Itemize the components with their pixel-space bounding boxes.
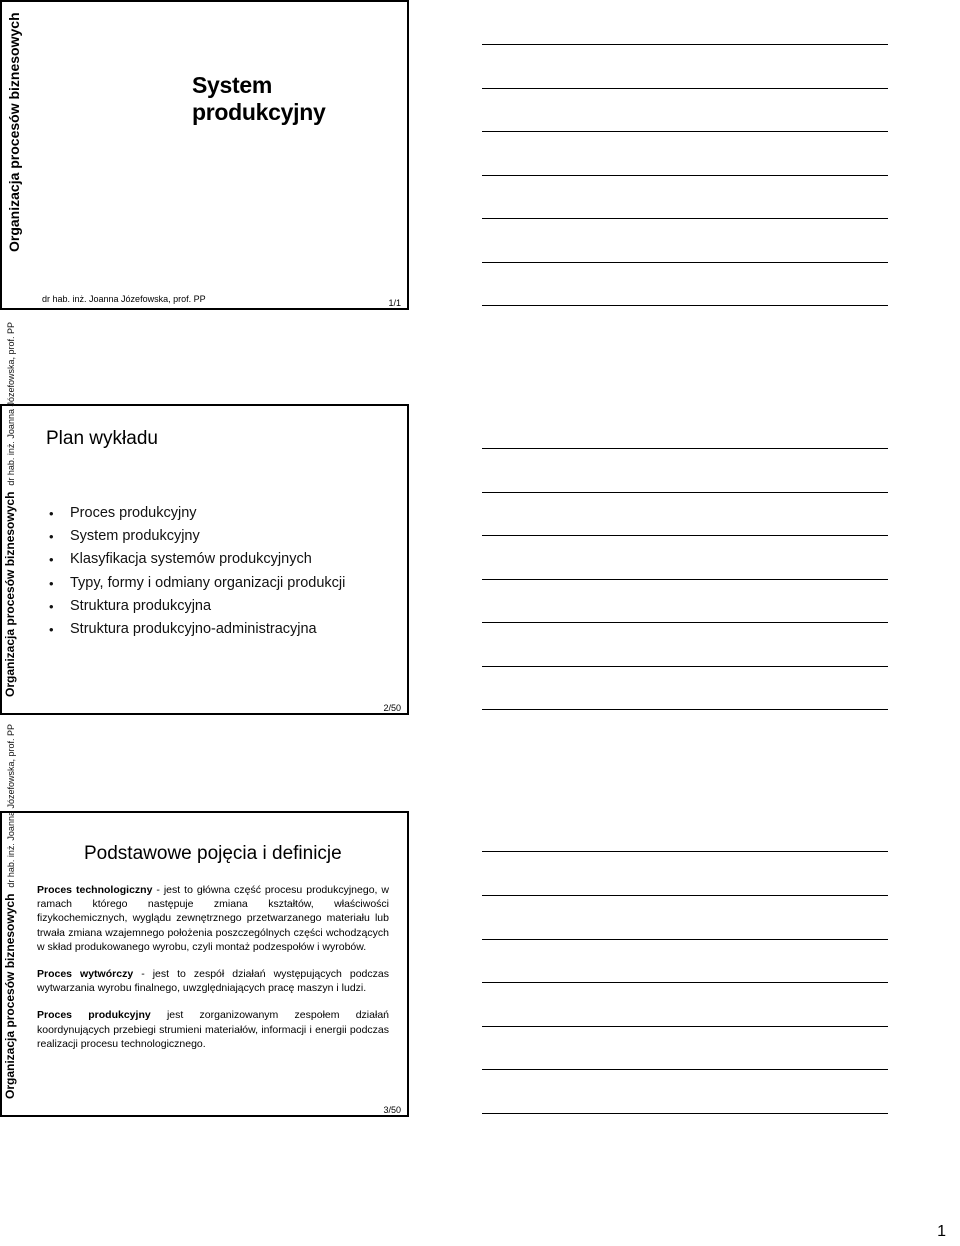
course-title-vertical: Organizacja procesów biznesowych (3, 491, 17, 697)
note-line (482, 448, 888, 449)
note-line (482, 492, 888, 493)
note-line (482, 262, 888, 263)
slide-1-title: System produkcyjny (192, 72, 326, 125)
course-title-vertical: Organizacja procesów biznesowych (3, 893, 17, 1099)
course-title-vertical: Organizacja procesów biznesowych (6, 12, 22, 252)
note-line (482, 851, 888, 852)
definition-term: Proces technologiczny (37, 884, 153, 896)
definition-term: Proces wytwórczy (37, 968, 134, 981)
list-item: • Struktura produkcyjno-administracyjna (46, 618, 345, 641)
note-line (482, 982, 888, 983)
note-line (482, 175, 888, 176)
note-line (482, 305, 888, 306)
definition-text: jest zorganizowanym zespołem działań koordynujących przebiegi strumieni materiałów, informacji i energii podczas realizacji procesu technologicznego. (37, 1009, 389, 1050)
slide-2-page-number: 2/50 (383, 703, 401, 713)
note-line (482, 666, 888, 667)
slide-3-side-label (3, 724, 19, 1113)
note-line (482, 939, 888, 940)
definitions-body (37, 883, 389, 1064)
note-line (482, 1069, 888, 1070)
note-line (482, 1026, 888, 1027)
slide-2-side-label (3, 322, 19, 711)
lecture-plan-list (46, 502, 345, 641)
note-line (482, 1113, 888, 1114)
slide-2-title: Plan wykładu (46, 428, 158, 449)
definition-text: - jest to zespół działań występujących podczas wytwarzania wyrobu finalnego, uwzględniających pracę maszyn i ludzi. (37, 968, 389, 995)
definition-paragraph (37, 1008, 389, 1051)
list-item: • Proces produkcyjny (46, 502, 345, 525)
note-line (482, 131, 888, 132)
definition-paragraph (37, 883, 389, 954)
note-line (482, 44, 888, 45)
slide-3 (0, 724, 409, 1117)
author-vertical: dr hab. inż. Joanna Józefowska, prof. PP (6, 724, 16, 888)
slide-2 (0, 322, 409, 715)
definition-term: Proces produkcyjny (37, 1009, 151, 1022)
note-line (482, 579, 888, 580)
note-line (482, 622, 888, 623)
slide-1-author: dr hab. inż. Joanna Józefowska, prof. PP (42, 294, 206, 304)
list-item: • Struktura produkcyjna (46, 595, 345, 618)
list-item: • Klasyfikacja systemów produkcyjnych (46, 548, 345, 571)
slide-1-page-number: 1/1 (388, 298, 401, 308)
slide-1 (0, 0, 409, 310)
list-item: • Typy, formy i odmiany organizacji produkcji (46, 572, 345, 595)
slide-1-side-label (6, 0, 22, 268)
slide-3-page-number: 3/50 (383, 1105, 401, 1115)
note-line (482, 709, 888, 710)
author-vertical: dr hab. inż. Joanna Józefowska, prof. PP (6, 322, 16, 486)
note-line (482, 895, 888, 896)
definition-paragraph (37, 967, 389, 995)
note-line (482, 218, 888, 219)
sheet-page-number: 1 (937, 1223, 946, 1240)
definition-text: - jest to główna część procesu produkcyjnego, w ramach którego następuje zmiana kształtów, właściwości fizykochemicznych, wyglądu zewnętrznego przetwarzanego materiału lub trwała zmiana wzajemnego położenia poszczególnych części wchodzących w skład produkowanego wyrobu, czyli montaż podzespołów i wyrobów. (37, 884, 389, 953)
note-line (482, 535, 888, 536)
list-item: • System produkcyjny (46, 525, 345, 548)
slide-3-title: Podstawowe pojęcia i definicje (84, 843, 342, 864)
note-line (482, 88, 888, 89)
